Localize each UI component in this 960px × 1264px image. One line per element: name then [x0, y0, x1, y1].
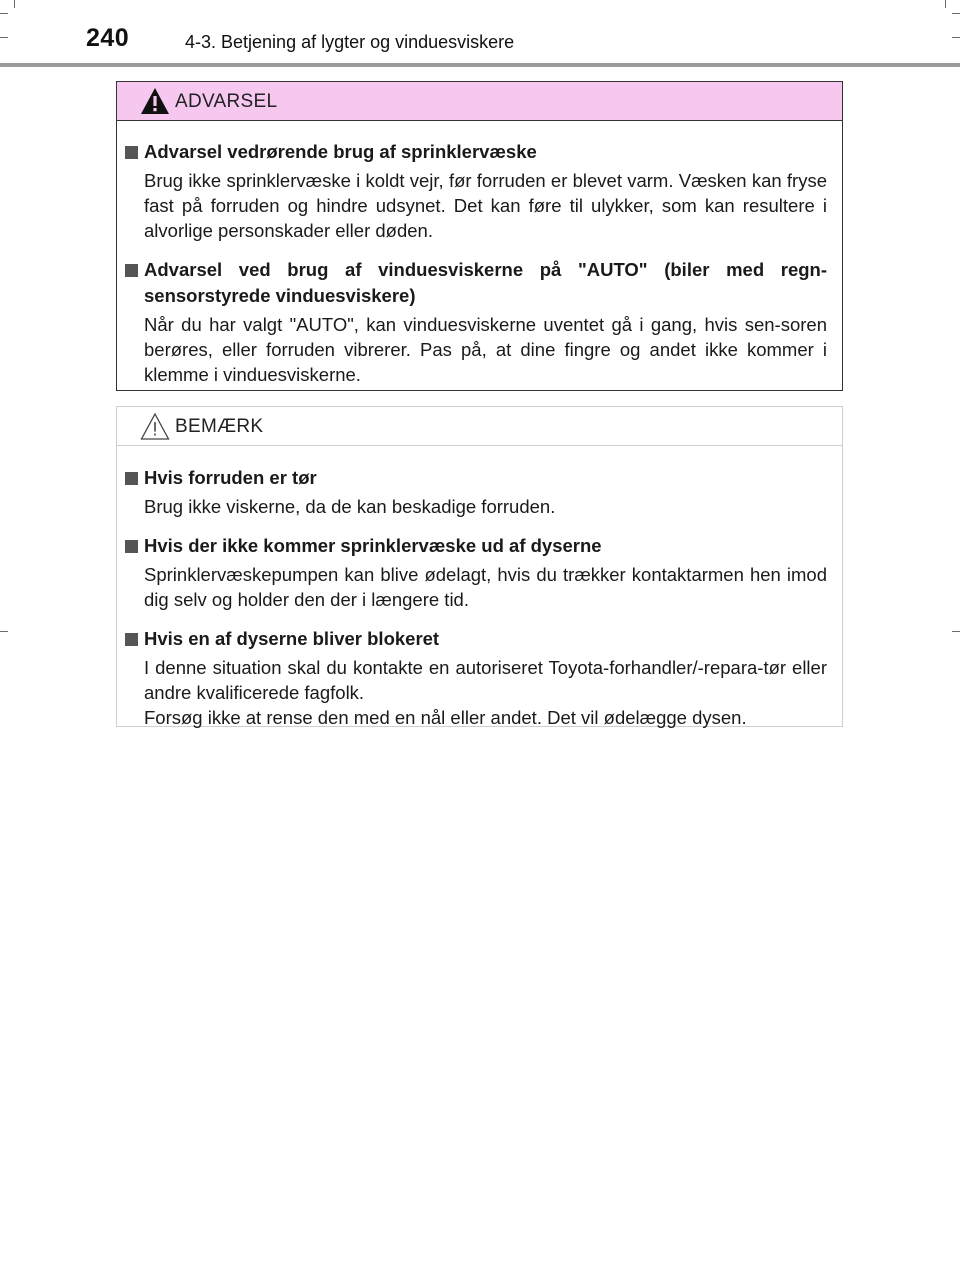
warning-item-body [125, 168, 827, 243]
section-title: 4-3. Betjening af lygter og vinduesviskere [185, 32, 515, 52]
warning-item-title-text: Advarsel vedrørende brug af sprinklervæske [144, 141, 537, 162]
warning-item-paragraph: Når du har valgt "AUTO", kan vinduesviskerne uventet gå i gang, hvis sen-soren berøres, eller forruden vibrerer. Pas på, at dine fingre og andet ikke kommer i klemme i vinduesviskerne. [144, 314, 827, 385]
crop-mark-side-top-left [0, 37, 8, 38]
notice-item-title [125, 626, 827, 652]
square-bullet-icon [125, 540, 138, 553]
notice-item [125, 533, 827, 612]
notice-item-title-text: Hvis der ikke kommer sprinklervæske ud af dyserne [144, 535, 602, 556]
notice-item-paragraph: Sprinklervæskepumpen kan blive ødelagt, hvis du trækker kontaktarmen hen imod dig selv og holder den der i længere tid. [144, 564, 827, 610]
notice-item-title [125, 465, 827, 491]
crop-mark-top-left [0, 13, 8, 14]
crop-mark-side-top-right [952, 37, 960, 38]
notice-item-body [125, 494, 827, 519]
warning-box [116, 81, 843, 391]
notice-item-title-text: Hvis en af dyserne bliver blokeret [144, 628, 440, 649]
header-rule [0, 63, 960, 67]
notice-label: BEMÆRK [175, 416, 264, 437]
crop-mark-mid-left [0, 631, 8, 632]
warning-item-body [125, 312, 827, 387]
notice-box [116, 406, 843, 727]
notice-item-title-text: Hvis forruden er tør [144, 467, 317, 488]
crop-mark-top-right-v [945, 0, 946, 8]
warning-item-paragraph: Brug ikke sprinklervæske i koldt vejr, før forruden er blevet varm. Væsken kan fryse fast på forruden og hindre udsynet. Det kan føre til ulykker, som kan resultere i alvorlige personskader eller døden. [144, 170, 827, 241]
warning-item [125, 139, 827, 243]
caution-triangle-outline-icon [139, 411, 171, 441]
square-bullet-icon [125, 472, 138, 485]
warning-item-title [125, 257, 827, 309]
notice-content [117, 465, 842, 730]
notice-item-title [125, 533, 827, 559]
warning-item-title [125, 139, 827, 165]
warning-item-title-text: Advarsel ved brug af vinduesviskerne på "AUTO" (biler med regn-sensorstyrede vinduesviskere) [144, 259, 827, 306]
warning-box-header [117, 82, 842, 121]
notice-item [125, 626, 827, 730]
notice-item-body [125, 655, 827, 730]
notice-item-paragraph: I denne situation skal du kontakte en autoriseret Toyota-forhandler/-repara-tør eller andre kvalificerede fagfolk. [144, 657, 827, 703]
warning-item [125, 257, 827, 387]
crop-mark-mid-right [952, 631, 960, 632]
notice-item-body [125, 562, 827, 612]
page-number: 240 [86, 24, 130, 52]
notice-item-paragraph: Forsøg ikke at rense den med en nål eller andet. Det vil ødelægge dysen. [144, 707, 747, 728]
square-bullet-icon [125, 264, 138, 277]
crop-mark-top-left-v [14, 0, 15, 8]
warning-content [117, 139, 842, 387]
square-bullet-icon [125, 633, 138, 646]
square-bullet-icon [125, 146, 138, 159]
notice-item-paragraph: Brug ikke viskerne, da de kan beskadige forruden. [144, 496, 556, 517]
warning-triangle-icon [139, 86, 171, 116]
crop-mark-top-right [952, 13, 960, 14]
notice-box-header [117, 407, 842, 446]
notice-item [125, 465, 827, 519]
warning-label: ADVARSEL [175, 91, 278, 112]
